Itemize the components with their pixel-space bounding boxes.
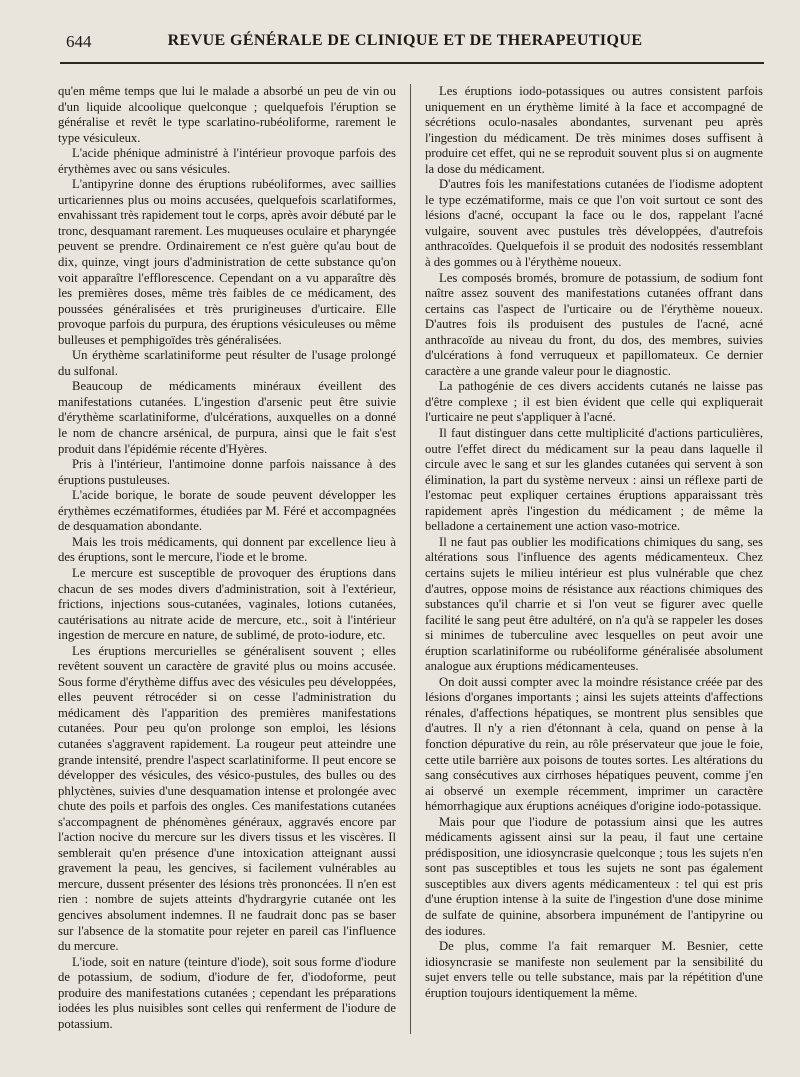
paragraph: Beaucoup de médicaments minéraux éveillent des manifestations cutanées. L'ingestion d'arsenic peut être suivie d'érythème scarlatiniforme, d'ulcérations, auxquelles on a donné le nom de chancre arsénical, de purpura, ainsi que le fait s'est produit dans l'épidémie récente d'Hyères. — [58, 379, 396, 456]
paragraph: L'iode, soit en nature (teinture d'iode), soit sous forme d'iodure de potassium, de sodium, d'iodure de fer, d'iodoforme, peut produire des manifestations cutanées ; cependant les préparations iodées les plus nuisibles sont celles qui renferment de l'iodure de potassium. — [58, 954, 396, 1031]
paragraph: Mais pour que l'iodure de potassium ainsi que les autres médicaments agissent ainsi sur la peau, il faut une certaine prédisposition, une idiosyncrasie quelconque ; tous les sujets n'en sont pas susceptibles et tous les sujets ne sont pas également susceptibles aux divers agents médicamenteux : tel qui est pris d'une éruption intense à la suite de l'ingestion d'une dose minime de sulfate de quinine, absorbera impunément de l'antipyrine ou des iodures. — [425, 814, 763, 938]
paragraph: Les éruptions iodo-potassiques ou autres consistent parfois uniquement en un érythème limité à la face et accompagné de sécrétions oculo-nasales abondantes, survenant peu après l'ingestion du médicament. De très minimes doses suffisent à produire cet effet, qui ne se reproduit souvent plus si on augmente la dose du médicament. — [425, 84, 763, 176]
paragraph: Il ne faut pas oublier les modifications chimiques du sang, ses altérations sous l'influence des agents médicamenteux. Chez certains sujets le milieu intérieur est plus vulnérable que chez d'autres, oppose moins de résistance aux réactions chimiques des substances qu'il charrie et si l'on veut se figurer avec quelle facilité le sang peut être adultéré, on n'a qu'à se rappeler les doses si minimes de tuberculine avec lesquelles on peut avoir une éruption scarlatiniforme ou rubéoliforme généralisée absolument analogue aux éruptions médicamenteuses. — [425, 534, 763, 674]
paragraph: Un érythème scarlatiniforme peut résulter de l'usage prolongé du sulfonal. — [58, 348, 396, 378]
paragraph: Les éruptions mercurielles se généralisent souvent ; elles revêtent souvent un caractère de gravité plus ou moins accusée. Sous forme d'érythème diffus avec des vésicules peu développées, elles peuvent rétrocéder si on cesse l'administration du médicament dès l'apparition des premières manifestations cutanées. Pour peu qu'on prolonge son emploi, les lésions cutanées s'aggravent rapidement. La rougeur peut atteindre une grande intensité, prendre l'aspect scarlatiniforme. Il peut encore se développer des vésicules, des vésico-pustules, des bulles ou des phlyctènes, suivies d'une desquamation intense et prolongée avec chute des poils et parfois des ongles. Ces manifestations cutanées s'accompagnent de phénomènes généraux, aggravés encore par l'action nocive du mercure sur les divers tissus et les viscères. Il semblerait qu'en présence d'une intoxication atteignant aussi gravement la peau, les gencives, si facilement vulnérables au mercure, dussent présenter des lésions très prononcées. Il n'en est rien : nombre de sujets atteints d'hydrargyrie cutanée ont les gencives absolument indemnes. Il ne faudrait donc pas se baser sur l'absence de la stomatite pour rejeter en pareil cas l'influence du mercure. — [58, 643, 396, 954]
page-number: 644 — [66, 32, 92, 51]
paragraph: La pathogénie de ces divers accidents cutanés ne laisse pas d'être complexe ; il est bien évident que celle qui expliquerait l'urticaire ne peut s'appliquer à l'acné. — [425, 379, 763, 425]
paragraph: Les composés bromés, bromure de potassium, de sodium font naître assez souvent des manifestations cutanées offrant dans certains cas l'aspect de l'urticaire ou de l'érythème noueux. D'autres fois ils produisent des pustules de l'acné, acné anthracoïde au niveau du front, du dos, des membres, suivies d'ulcérations à fond verruqueux et papillomateux. Ce dernier caractère a une grande valeur pour le diagnostic. — [425, 270, 763, 378]
paragraph: Il faut distinguer dans cette multiplicité d'actions particulières, outre l'effet direct du médicament sur la peau dans laquelle il circule avec le sang et sur les glandes cutanées qui servent à son élimination, la part du système nerveux : ainsi un réflexe parti de l'estomac peut expliquer certaines éruptions apparaissant très rapidement après l'ingestion du médicament ; de même la belladone a certainement une action vaso-motrice. — [425, 426, 763, 534]
paragraph: Pris à l'intérieur, l'antimoine donne parfois naissance à des éruptions pustuleuses. — [58, 457, 396, 487]
paragraph: D'autres fois les manifestations cutanées de l'iodisme adoptent le type eczématiforme, mais ce que l'on voit surtout ce sont des lésions d'acné, occupant la face ou le dos, rappelant l'acné vulgaire, souvent avec pustules très développées, d'autrefois anthracoïdes. Quelquefois il se produit des nodosités ressemblant à des gommes ou à l'érythème noueux. — [425, 177, 763, 270]
right-column — [425, 84, 763, 1001]
page-header — [58, 30, 752, 52]
paragraph: De plus, comme l'a fait remarquer M. Besnier, cette idiosyncrasie se manifeste non seulement par la sensibilité du sujet envers telle ou telle substance, mais par la répétition d'une éruption toujours identiquement la même. — [425, 939, 763, 1000]
paragraph: L'acide phénique administré à l'intérieur provoque parfois des érythèmes avec ou sans vésicules. — [58, 146, 396, 176]
running-title: REVUE GÉNÉRALE DE CLINIQUE ET DE THERAPEUTIQUE — [167, 32, 643, 49]
column-divider — [410, 84, 411, 1034]
paragraph: qu'en même temps que lui le malade a absorbé un peu de vin ou d'un liquide alcoolique quelconque ; quelquefois l'éruption se généralise et revêt le type scarlatino-rubéoliforme, rarement le type vésiculeux. — [58, 84, 396, 145]
paragraph: On doit aussi compter avec la moindre résistance créée par des lésions d'organes importants ; ainsi les sujets atteints d'affections rénales, d'affections hépatiques, se montrent plus sensibles que d'autres. Il n'y a rien d'étonnant à cela, quand on pense à la fonction dépurative du rein, au rôle préservateur que joue le foie, cette utile barrière aux poisons de toutes sortes. Les altérations du sang consécutives aux cirrhoses hépatiques peuvent, comme j'en ai observé un exemple récemment, imprimer un caractère hémorrhagique aux éruptions acnéiques d'origine iodo-potassique. — [425, 674, 763, 814]
paragraph: Mais les trois médicaments, qui donnent par excellence lieu à des éruptions, sont le mercure, l'iode et le brome. — [58, 534, 396, 565]
header-rule — [60, 62, 764, 64]
paragraph: Le mercure est susceptible de provoquer des éruptions dans chacun de ses modes divers d'administration, soit à l'extérieur, frictions, injections sous-cutanées, vaginales, lotions cutanées, cautérisations au nitrate acide de mercure, etc., soit à l'intérieur ingestion de mercure en nature, de sublimé, de proto-iodure, etc. — [58, 565, 396, 643]
left-column — [58, 84, 396, 1032]
paragraph: L'antipyrine donne des éruptions rubéoliformes, avec saillies urticariennes plus ou moins accusées, quelquefois scarlatiformes, envahissant très rapidement tout le corps, après avoir débuté par le tronc, desquamant rarement. Les muqueuses oculaire et pharyngée peuvent se prendre. Ordinairement ce n'est guère qu'au bout de dix, quinze, vingt jours d'administration de cette substance qu'on voit apparaître l'efflorescence. Cependant on a vu apparaître dès les premières doses, même très faibles de ce médicament, des poussées généralisées et très prurigineuses d'urticaire. Elle provoque parfois du purpura, des éruptions vésiculeuses ou même bulleuses et pemphigoïdes très généralisées. — [58, 177, 396, 347]
paragraph: L'acide borique, le borate de soude peuvent développer les érythèmes eczématiformes, étudiées par M. Féré et accompagnées de desquamation abondante. — [58, 488, 396, 534]
